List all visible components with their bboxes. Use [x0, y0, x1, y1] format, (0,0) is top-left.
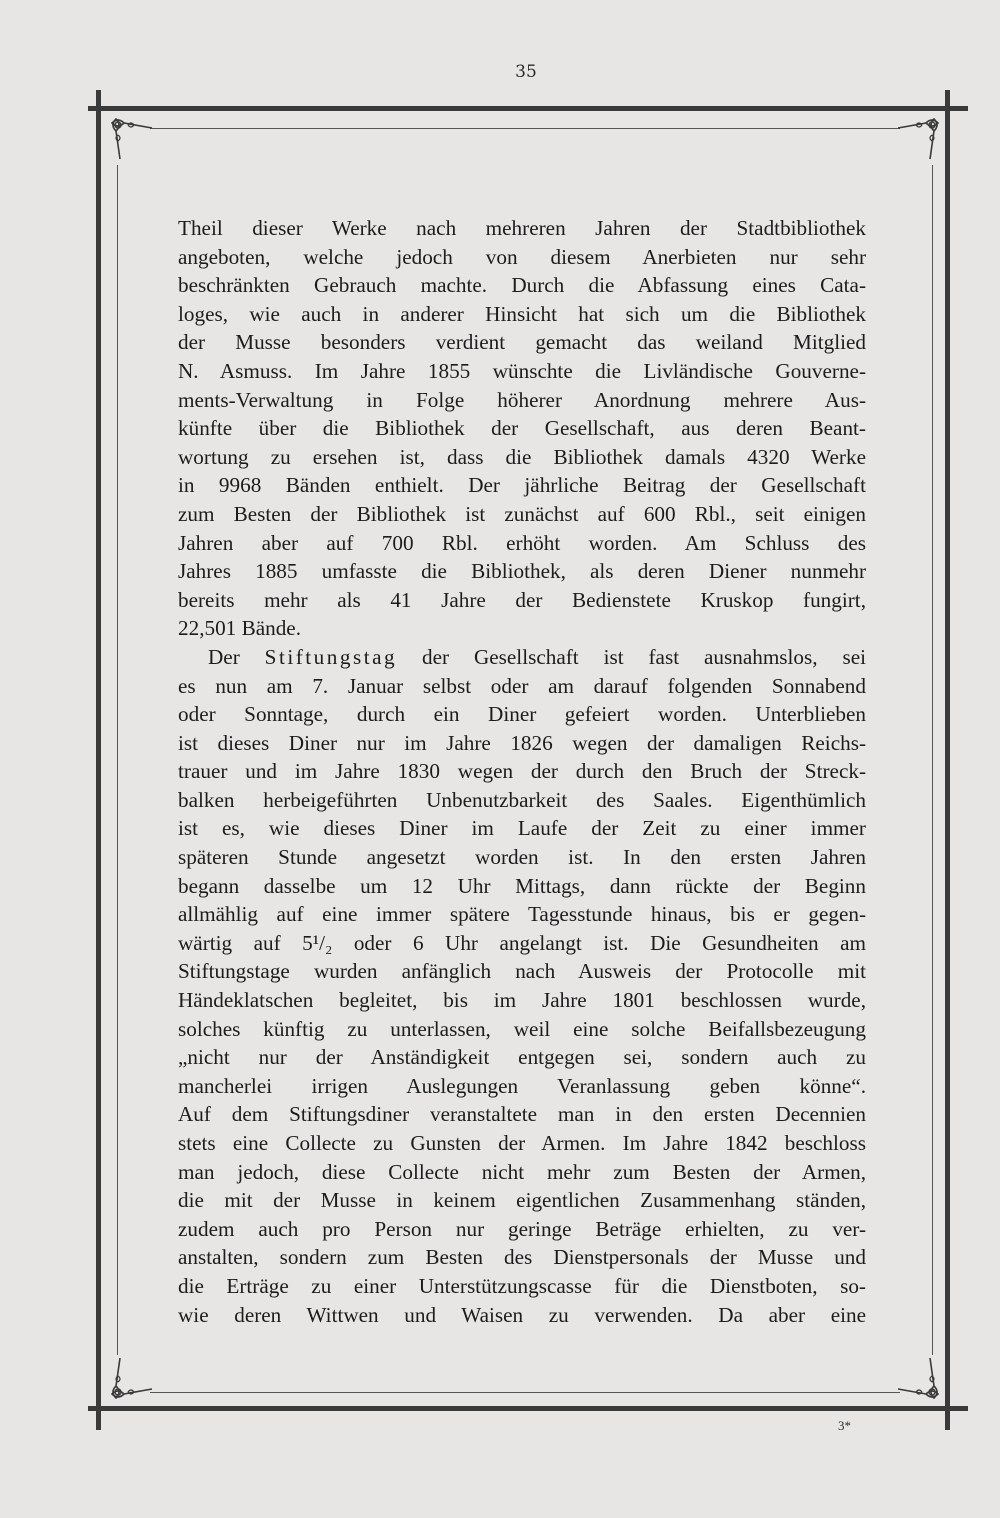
inner-frame-left: [117, 165, 118, 1355]
text-line: wie deren Wittwen und Waisen zu verwenden. Da aber eine: [178, 1302, 866, 1327]
frame-bottom-rule: [88, 1406, 968, 1411]
text-line: beschränkten Gebrauch machte. Durch die Abfassung eines Cata-: [178, 273, 866, 298]
text-line: zudem auch pro Person nur geringe Beträge erhielten, zu ver-: [178, 1216, 866, 1241]
text-line: man jedoch, diese Collecte nicht mehr zum Besten der Armen,: [178, 1159, 866, 1184]
text-line: „nicht nur der Anständigkeit entgegen sei, sondern auch zu: [178, 1045, 866, 1070]
text-line: späteren Stunde angesetzt worden ist. In den ersten Jahren: [178, 845, 866, 870]
text-line: Stiftungstage wurden anfänglich nach Ausweis der Protocolle mit: [178, 959, 866, 984]
text-line: die mit der Musse in keinem eigentlichen Zusammenhang ständen,: [178, 1188, 866, 1213]
frame-top-rule: [88, 106, 968, 111]
text-line: bereits mehr als 41 Jahre der Bedienstete Kruskop fungirt,: [178, 587, 866, 612]
text-line: mancherlei irrigen Auslegungen Veranlassung geben könne“.: [178, 1073, 866, 1098]
text-line: wärtig auf 5¹/₂ oder 6 Uhr angelangt ist. Die Gesundheiten am: [178, 930, 866, 955]
text-line: allmählig auf eine immer spätere Tagesstunde hinaus, bis er gegen-: [178, 902, 866, 927]
text-line: begann dasselbe um 12 Uhr Mittags, dann rückte der Beginn: [178, 873, 866, 898]
inner-frame-bottom: [150, 1392, 900, 1393]
body-text: [178, 214, 866, 1329]
text-line: Auf dem Stiftungsdiner veranstaltete man in den ersten Decennien: [178, 1102, 866, 1127]
frame-right-rule: [945, 90, 950, 1430]
text-line: loges, wie auch in anderer Hinsicht hat sich um die Bibliothek: [178, 301, 866, 326]
text-line: stets eine Collecte zu Gunsten der Armen. Im Jahre 1842 beschloss: [178, 1131, 866, 1155]
text-line: ist dieses Diner nur im Jahre 1826 wegen der damaligen Reichs-: [178, 730, 866, 755]
text-line: die Erträge zu einer Unterstützungscasse für die Dienstboten, so-: [178, 1273, 866, 1298]
text-line: wortung zu ersehen ist, dass die Bibliothek damals 4320 Werke: [178, 444, 866, 469]
inner-frame-top: [150, 128, 900, 129]
text-line-rest: der Gesellschaft ist fast ausnahmslos, sei: [397, 644, 867, 669]
text-line: 22,501 Bände.: [178, 616, 301, 641]
text-line-prefix: Der: [208, 644, 265, 669]
text-line: trauer und im Jahre 1830 wegen der durch den Bruch der Streck-: [178, 759, 866, 784]
text-line: anstalten, sondern zum Besten des Dienstpersonals der Musse und: [178, 1245, 866, 1270]
text-line: angeboten, welche jedoch von diesem Anerbieten nur sehr: [178, 244, 866, 269]
text-line: solches künftig zu unterlassen, weil eine solche Beifallsbezeugung: [178, 1016, 866, 1041]
text-line: zum Besten der Bibliothek ist zunächst auf 600 Rbl., seit einigen: [178, 501, 866, 526]
text-line: Jahres 1885 umfasste die Bibliothek, als deren Diener nunmehr: [178, 559, 866, 584]
text-line: oder Sonntage, durch ein Diner gefeiert worden. Unterblieben: [178, 702, 866, 727]
signature-mark: 3*: [838, 1418, 851, 1433]
frame-left-rule: [96, 90, 101, 1430]
text-line: N. Asmuss. Im Jahre 1855 wünschte die Livländische Gouverne-: [178, 358, 866, 383]
text-line: ist es, wie dieses Diner im Laufe der Zeit zu einer immer: [178, 816, 866, 841]
text-line: ments-Verwaltung in Folge höherer Anordnung mehrere Aus-: [178, 387, 866, 412]
text-line: Jahren aber auf 700 Rbl. erhöht worden. Am Schluss des: [178, 530, 866, 555]
corner-ornament-icon: [108, 115, 154, 161]
page-number: 35: [515, 62, 537, 82]
text-line: es nun am 7. Januar selbst oder am darauf folgenden Sonnabend: [178, 673, 866, 698]
text-line: [178, 643, 866, 672]
text-line: künfte über die Bibliothek der Gesellschaft, aus deren Beant-: [178, 416, 866, 441]
spaced-emphasis: Stiftungstag: [264, 644, 398, 669]
corner-ornament-icon: [108, 1356, 154, 1402]
corner-ornament-icon: [896, 115, 942, 161]
corner-ornament-icon: [896, 1356, 942, 1402]
inner-frame-right: [932, 165, 933, 1355]
text-line: der Musse besonders verdient gemacht das weiland Mitglied: [178, 330, 866, 355]
text-line: Händeklatschen begleitet, bis im Jahre 1801 beschlossen wurde,: [178, 988, 866, 1013]
text-line: in 9968 Bänden enthielt. Der jährliche Beitrag der Gesellschaft: [178, 473, 866, 498]
text-line: balken herbeigeführten Unbenutzbarkeit des Saales. Eigenthümlich: [178, 787, 866, 812]
text-line: Theil dieser Werke nach mehreren Jahren der Stadtbibliothek: [178, 216, 866, 240]
